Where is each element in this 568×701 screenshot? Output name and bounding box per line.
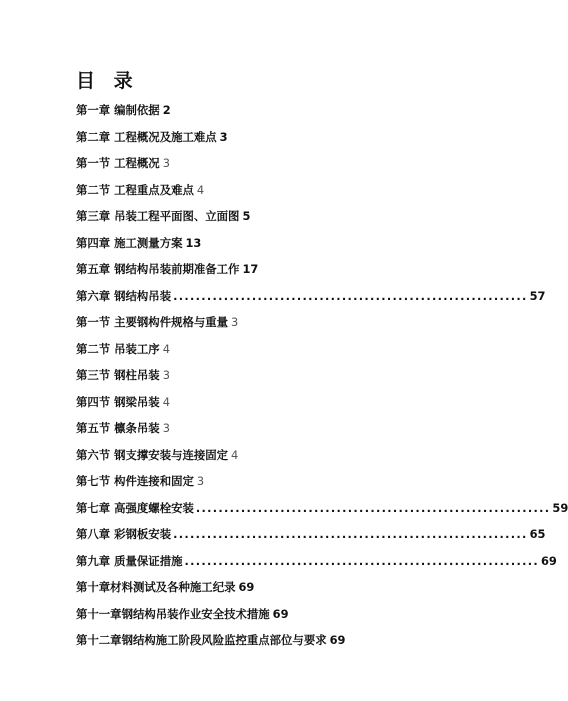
toc-entry[interactable] <box>76 287 546 314</box>
toc-entry-page-number: 69 <box>329 633 346 647</box>
toc-entry-label: 第六章 钢结构吊装 <box>76 288 172 303</box>
toc-entry-page-number: 5 <box>242 209 251 223</box>
toc-entry-page-number: 4 <box>196 182 205 197</box>
toc-entry-label: 第十二章钢结构施工阶段风险监控重点部位与要求 <box>76 633 327 647</box>
toc-entry[interactable] <box>76 260 456 287</box>
toc-entry-label: 第十一章钢结构吊装作业安全技术措施 <box>76 606 270 621</box>
toc-entry-page-number: 3 <box>196 474 205 488</box>
toc-entry-label: 第五节 檩条吊装 <box>76 421 160 435</box>
toc-entry-page-number: 3 <box>219 129 228 144</box>
toc-entry[interactable] <box>76 101 456 128</box>
toc-entry-page-number: 69 <box>541 553 557 568</box>
toc-entry[interactable] <box>76 525 546 552</box>
toc-entry[interactable] <box>76 207 456 234</box>
toc-entry-page-number: 69 <box>272 606 289 621</box>
toc-entry-page-number: 17 <box>242 262 259 276</box>
toc-entry-label: 第一节 工程概况 <box>76 156 160 170</box>
toc-entry-label: 第九章 质量保证措施 <box>76 553 183 568</box>
toc-entry-page-number: 3 <box>162 156 170 170</box>
toc-entry[interactable] <box>76 605 456 632</box>
toc-entry-page-number: 4 <box>162 394 170 409</box>
toc-entry-label: 第十章材料测试及各种施工纪录 <box>76 580 236 594</box>
toc-entry-page-number: 2 <box>162 103 171 117</box>
toc-leader-dots: ............................................................... <box>195 500 551 515</box>
toc-entry-label: 第二节 吊装工序 <box>76 341 160 356</box>
toc-entry-label: 第一章 编制依据 <box>76 103 160 117</box>
toc-entry-label: 第六节 钢支撑安装与连接固定 <box>76 447 229 462</box>
toc-entry-page-number: 57 <box>529 288 546 303</box>
toc-entry[interactable] <box>76 499 568 526</box>
toc-entry-page-number: 59 <box>552 500 568 515</box>
toc-entry[interactable] <box>76 578 456 605</box>
toc-leader-dots: ............................................................... <box>184 553 539 568</box>
toc-entry-page-number: 3 <box>231 315 239 329</box>
toc-entry[interactable] <box>76 631 456 658</box>
toc-entry-label: 第三章 吊装工程平面图、立面图 <box>76 209 240 223</box>
toc-entry[interactable] <box>76 552 557 579</box>
toc-entry-label: 第四章 施工测量方案 <box>76 235 183 250</box>
toc-entry[interactable] <box>76 419 456 446</box>
toc-entry[interactable] <box>76 128 456 155</box>
toc-entry-page-number: 3 <box>162 421 170 435</box>
toc-entry[interactable] <box>76 234 456 261</box>
toc-entry[interactable] <box>76 340 456 367</box>
toc-list <box>76 101 568 658</box>
toc-entry-label: 第七章 高强度螺栓安装 <box>76 500 194 515</box>
toc-entry[interactable] <box>76 313 456 340</box>
toc-entry-label: 第一节 主要钢构件规格与重量 <box>76 315 229 329</box>
toc-entry-label: 第八章 彩钢板安装 <box>76 527 172 541</box>
toc-entry[interactable] <box>76 393 456 420</box>
toc-entry-page-number: 4 <box>162 341 170 356</box>
toc-entry[interactable] <box>76 472 456 499</box>
toc-entry[interactable] <box>76 446 456 473</box>
toc-title: 目 录 <box>76 70 139 92</box>
toc-entry-label: 第四节 钢梁吊装 <box>76 394 160 409</box>
toc-entry[interactable] <box>76 154 456 181</box>
toc-entry-label: 第七节 构件连接和固定 <box>76 474 194 488</box>
toc-entry-page-number: 65 <box>529 527 546 541</box>
toc-entry-label: 第二节 工程重点及难点 <box>76 182 194 197</box>
toc-entry-page-number: 13 <box>185 235 202 250</box>
toc-entry-page-number: 4 <box>231 447 239 462</box>
toc-entry-label: 第三节 钢柱吊装 <box>76 368 160 382</box>
toc-leader-dots: ............................................................... <box>173 288 528 303</box>
toc-entry-page-number: 3 <box>162 368 170 382</box>
toc-leader-dots: ............................................................... <box>173 527 528 541</box>
toc-entry-label: 第五章 钢结构吊装前期准备工作 <box>76 262 240 276</box>
toc-entry-page-number: 69 <box>238 580 255 594</box>
toc-entry[interactable] <box>76 181 456 208</box>
toc-entry[interactable] <box>76 366 456 393</box>
toc-entry-label: 第二章 工程概况及施工难点 <box>76 129 217 144</box>
